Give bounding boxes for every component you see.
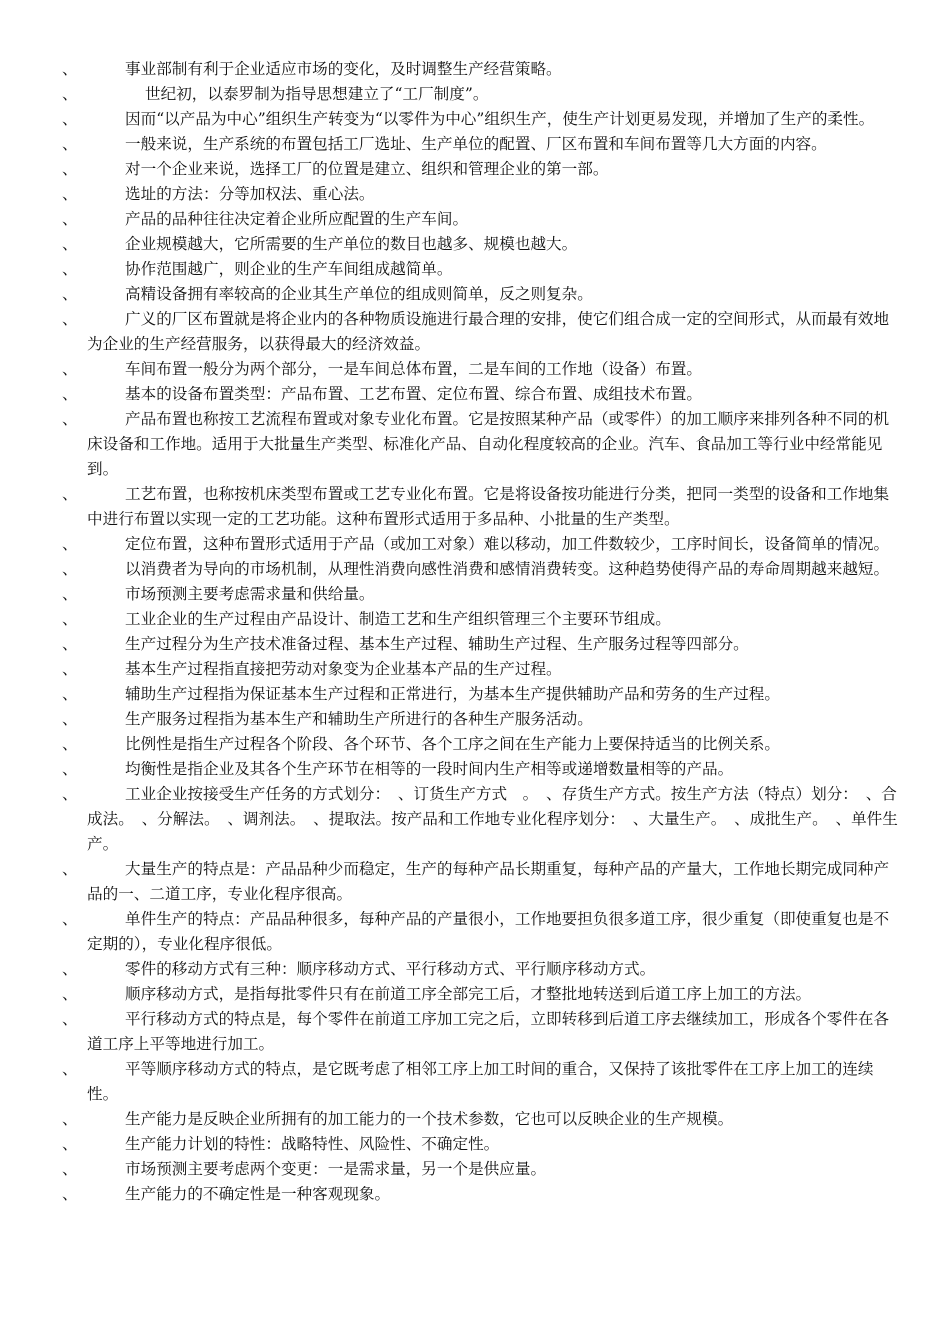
list-item: [0, 232, 950, 257]
list-item: [0, 482, 950, 532]
list-item: [0, 1007, 950, 1057]
list-marker: 、: [62, 385, 78, 403]
list-item: [0, 182, 950, 207]
list-item-text: 平等顺序移动方式的特点，是它既考虑了相邻工序上加工时间的重合，又保持了该批零件在工序上加工的连续性。: [87, 1060, 874, 1103]
list-marker: 、: [62, 1185, 78, 1203]
list-item: [0, 707, 950, 732]
list-item: [0, 657, 950, 682]
list-marker: 、: [62, 210, 78, 228]
list-marker: 、: [62, 1010, 78, 1028]
list-marker: 、: [62, 410, 78, 428]
list-marker: 、: [62, 485, 78, 503]
list-item: [0, 1157, 950, 1182]
list-item-text: 平行移动方式的特点是，每个零件在前道工序加工完之后，立即转移到后道工序去继续加工，形成各个零件在各道工序上平等地进行加工。: [87, 1010, 890, 1053]
list-marker: 、: [62, 235, 78, 253]
list-marker: 、: [62, 285, 78, 303]
list-marker: 、: [62, 535, 78, 553]
list-item: [0, 307, 950, 357]
list-item: [0, 132, 950, 157]
list-item-text: 比例性是指生产过程各个阶段、各个环节、各个工序之间在生产能力上要保持适当的比例关系。: [125, 735, 780, 753]
list-item: [0, 532, 950, 557]
list-marker: 、: [62, 135, 78, 153]
list-item: [0, 757, 950, 782]
list-item: [0, 982, 950, 1007]
list-item-text: 零件的移动方式有三种：顺序移动方式、平行移动方式、平行顺序移动方式。: [125, 960, 656, 978]
list-marker: 、: [62, 960, 78, 978]
list-item: [0, 107, 950, 132]
list-item: [0, 857, 950, 907]
list-item: [0, 732, 950, 757]
list-item-text: 均衡性是指企业及其各个生产环节在相等的一段时间内生产相等或递增数量相等的产品。: [125, 760, 734, 778]
list-item-text: 产品的品种往往决定着企业所应配置的生产车间。: [125, 210, 469, 228]
list-item: [0, 357, 950, 382]
list-marker: 、: [62, 860, 78, 878]
list-marker: 、: [62, 560, 78, 578]
list-item-text: 产品布置也称按工艺流程布置或对象专业化布置。它是按照某种产品（或零件）的加工顺序来排列各种不同的机床设备和工作地。适用于大批量生产类型、标准化产品、自动化程度较高的企业。汽车、食品加工等行业中经常能见到。: [87, 410, 890, 478]
list-item-text: 工业企业按接受生产任务的方式划分： 、订货生产方式 。 、存货生产方式。按生产方法（特点）划分： 、合成法。 、分解法。 、调剂法。 、提取法。按产品和工作地专业化程序划分： 、大量生产。 、成批生产。 、单件生产。: [87, 785, 898, 853]
list-item-text: 事业部制有利于企业适应市场的变化，及时调整生产经营策略。: [125, 60, 562, 78]
list-item: [0, 557, 950, 582]
list-item-text: 因而“以产品为中心”组织生产转变为“以零件为中心”组织生产，使生产计划更易发现，并增加了生产的柔性。: [125, 110, 875, 128]
list-item: [0, 682, 950, 707]
list-marker: 、: [62, 360, 78, 378]
list-marker: 、: [62, 160, 78, 178]
list-marker: 、: [62, 1110, 78, 1128]
list-item-text: 生产能力的不确定性是一种客观现象。: [125, 1185, 391, 1203]
list-marker: 、: [62, 1160, 78, 1178]
list-item: [0, 782, 950, 857]
list-item-text: 生产服务过程指为基本生产和辅助生产所进行的各种生产服务活动。: [125, 710, 593, 728]
list-marker: 、: [62, 260, 78, 278]
list-item-text: 工艺布置，也称按机床类型布置或工艺专业化布置。它是将设备按功能进行分类，把同一类型的设备和工作地集中进行布置以实现一定的工艺功能。这种布置形式适用于多品种、小批量的生产类型。: [87, 485, 890, 528]
list-item-text: 对一个企业来说，选择工厂的位置是建立、组织和管理企业的第一部。: [125, 160, 609, 178]
list-item: [0, 257, 950, 282]
list-item: [0, 957, 950, 982]
document-body: [0, 57, 950, 1207]
list-item: [0, 1132, 950, 1157]
list-item-text: 车间布置一般分为两个部分，一是车间总体布置，二是车间的工作地（设备）布置。: [125, 360, 702, 378]
list-marker: 、: [62, 85, 78, 103]
list-item-text: 世纪初，以泰罗制为指导思想建立了“工厂制度”。: [145, 85, 489, 103]
list-item-text: 协作范围越广，则企业的生产车间组成越简单。: [125, 260, 453, 278]
list-marker: 、: [62, 110, 78, 128]
list-marker: 、: [62, 635, 78, 653]
list-item-text: 基本生产过程指直接把劳动对象变为企业基本产品的生产过程。: [125, 660, 562, 678]
list-marker: 、: [62, 1060, 78, 1078]
list-item-text: 大量生产的特点是：产品品种少而稳定，生产的每种产品长期重复，每种产品的产量大，工作地长期完成同种产品的一、二道工序，专业化程序很高。: [87, 860, 890, 903]
list-item: [0, 407, 950, 482]
list-item-text: 生产能力是反映企业所拥有的加工能力的一个技术参数，它也可以反映企业的生产规模。: [125, 1110, 734, 1128]
list-marker: 、: [62, 785, 78, 803]
list-item: [0, 1182, 950, 1207]
list-item-text: 以消费者为导向的市场机制，从理性消费向感性消费和感情消费转变。这种趋势使得产品的寿命周期越来越短。: [125, 560, 890, 578]
list-marker: 、: [62, 710, 78, 728]
list-item-text: 选址的方法：分等加权法、重心法。: [125, 185, 375, 203]
list-item-text: 辅助生产过程指为保证基本生产过程和正常进行，为基本生产提供辅助产品和劳务的生产过程。: [125, 685, 780, 703]
list-item-text: 工业企业的生产过程由产品设计、制造工艺和生产组织管理三个主要环节组成。: [125, 610, 671, 628]
list-item-text: 市场预测主要考虑两个变更：一是需求量，另一个是供应量。: [125, 1160, 547, 1178]
list-marker: 、: [62, 310, 78, 328]
list-item: [0, 907, 950, 957]
list-item-text: 一般来说，生产系统的布置包括工厂选址、生产单位的配置、厂区布置和车间布置等几大方面的内容。: [125, 135, 827, 153]
list-item: [0, 207, 950, 232]
list-marker: 、: [62, 910, 78, 928]
list-marker: 、: [62, 610, 78, 628]
list-marker: 、: [62, 760, 78, 778]
list-item: [0, 607, 950, 632]
list-item: [0, 1107, 950, 1132]
list-marker: 、: [62, 585, 78, 603]
list-item: [0, 1057, 950, 1107]
list-item-text: 顺序移动方式，是指每批零件只有在前道工序全部完工后，才整批地转送到后道工序上加工的方法。: [125, 985, 812, 1003]
list-item-text: 高精设备拥有率较高的企业其生产单位的组成则简单，反之则复杂。: [125, 285, 593, 303]
list-item: [0, 582, 950, 607]
list-item-text: 基本的设备布置类型：产品布置、工艺布置、定位布置、综合布置、成组技术布置。: [125, 385, 702, 403]
list-marker: 、: [62, 1135, 78, 1153]
list-item: [0, 382, 950, 407]
list-item: [0, 57, 950, 82]
list-item-text: 企业规模越大，它所需要的生产单位的数目也越多、规模也越大。: [125, 235, 578, 253]
list-marker: 、: [62, 660, 78, 678]
list-marker: 、: [62, 985, 78, 1003]
list-item-text: 单件生产的特点：产品品种很多，每种产品的产量很小，工作地要担负很多道工序，很少重复（即使重复也是不定期的），专业化程序很低。: [87, 910, 890, 953]
list-item-text: 市场预测主要考虑需求量和供给量。: [125, 585, 375, 603]
list-item: [0, 632, 950, 657]
list-item-text: 生产过程分为生产技术准备过程、基本生产过程、辅助生产过程、生产服务过程等四部分。: [125, 635, 749, 653]
list-item-text: 定位布置，这种布置形式适用于产品（或加工对象）难以移动，加工件数较少，工序时间长，设备简单的情况。: [125, 535, 890, 553]
list-marker: 、: [62, 685, 78, 703]
list-marker: 、: [62, 60, 78, 78]
list-marker: 、: [62, 735, 78, 753]
list-marker: 、: [62, 185, 78, 203]
list-item: [0, 157, 950, 182]
list-item: [0, 282, 950, 307]
list-item-text: 生产能力计划的特性：战略特性、风险性、不确定性。: [125, 1135, 500, 1153]
list-item: [0, 82, 950, 107]
list-item-text: 广义的厂区布置就是将企业内的各种物质设施进行最合理的安排，使它们组合成一定的空间形式，从而最有效地为企业的生产经营服务，以获得最大的经济效益。: [87, 310, 890, 353]
